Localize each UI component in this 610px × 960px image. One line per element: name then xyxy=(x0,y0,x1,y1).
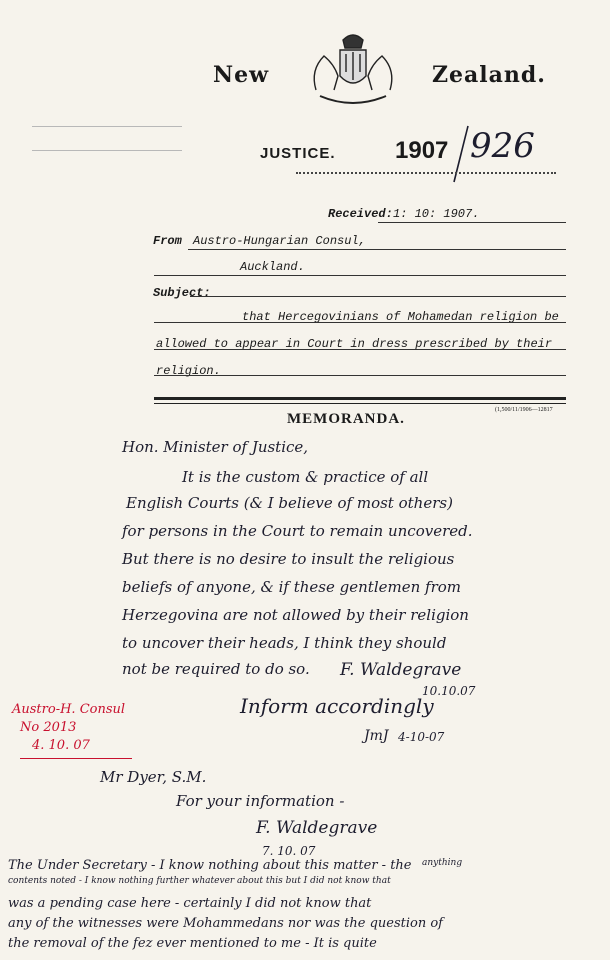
from-line2: Auckland. xyxy=(240,260,305,274)
from-line1: Austro-Hungarian Consul, xyxy=(193,234,366,248)
coat-of-arms-icon xyxy=(306,30,400,112)
minute1-signature: F. Waldegrave xyxy=(340,660,462,680)
memoranda-title: MEMORANDA. xyxy=(287,411,405,427)
received-date: 1: 10: 1907. xyxy=(393,207,480,221)
minute1-line: beliefs of anyone, & if these gentlemen from xyxy=(122,578,461,596)
red-note-line: 4. 10. 07 xyxy=(32,738,90,753)
minute1-line: English Courts (& I believe of most others) xyxy=(126,494,453,512)
subject-line3: religion. xyxy=(156,364,221,378)
header-right-word: Zealand. xyxy=(432,62,546,88)
department-title: JUSTICE. xyxy=(260,145,336,162)
minister-date: 4-10-07 xyxy=(398,730,445,744)
red-note-line: Austro-H. Consul xyxy=(12,702,126,717)
subject-line1: that Hercegovinians of Mohamedan religion be xyxy=(242,310,559,324)
minister-initials: JmJ xyxy=(364,728,389,744)
subject-label: Subject: xyxy=(153,286,211,300)
minute2-line: For your information - xyxy=(176,792,345,810)
minute3-line: The Under Secretary - I know nothing about this matter - the xyxy=(8,858,412,873)
slash-mark xyxy=(448,122,472,186)
red-underline xyxy=(20,758,132,759)
minute3-line: any of the witnesses were Mohammedans nor was the question of xyxy=(8,916,443,931)
from-label: From xyxy=(153,234,182,248)
received-label: Received: xyxy=(328,207,393,221)
minute2-signature: F. Waldegrave xyxy=(256,818,378,838)
minute3-line: was a pending case here - certainly I did not know that xyxy=(8,896,372,911)
year: 1907 xyxy=(395,137,449,164)
minute1-line: not be required to do so. xyxy=(122,660,310,678)
minute1-line: to uncover their heads, I think they should xyxy=(122,634,447,652)
minute3-insert: anything xyxy=(422,858,463,868)
minute3-line: contents noted - I know nothing further whatever about this but I did not know that xyxy=(8,876,391,886)
file-number: 926 xyxy=(470,126,535,166)
header-left-word: New xyxy=(213,62,270,88)
minute2-date: 7. 10. 07 xyxy=(262,844,316,858)
minute1-line: for persons in the Court to remain uncovered. xyxy=(122,522,473,540)
subject-line2: allowed to appear in Court in dress prescribed by their xyxy=(156,337,553,351)
print-code: (1,500/11/1906—12817 xyxy=(495,407,553,413)
minute1-line: Herzegovina are not allowed by their religion xyxy=(122,606,469,624)
minute1-line: Hon. Minister of Justice, xyxy=(122,438,309,456)
minute2-line: Mr Dyer, S.M. xyxy=(100,768,207,786)
minute1-line: But there is no desire to insult the religious xyxy=(122,550,455,568)
minute3-line: the removal of the fez ever mentioned to me - It is quite xyxy=(8,936,377,951)
red-note-line: No 2013 xyxy=(20,720,77,735)
minute1-date: 10.10.07 xyxy=(422,684,476,698)
minister-note: Inform accordingly xyxy=(240,694,434,718)
minute1-line: It is the custom & practice of all xyxy=(182,468,429,486)
